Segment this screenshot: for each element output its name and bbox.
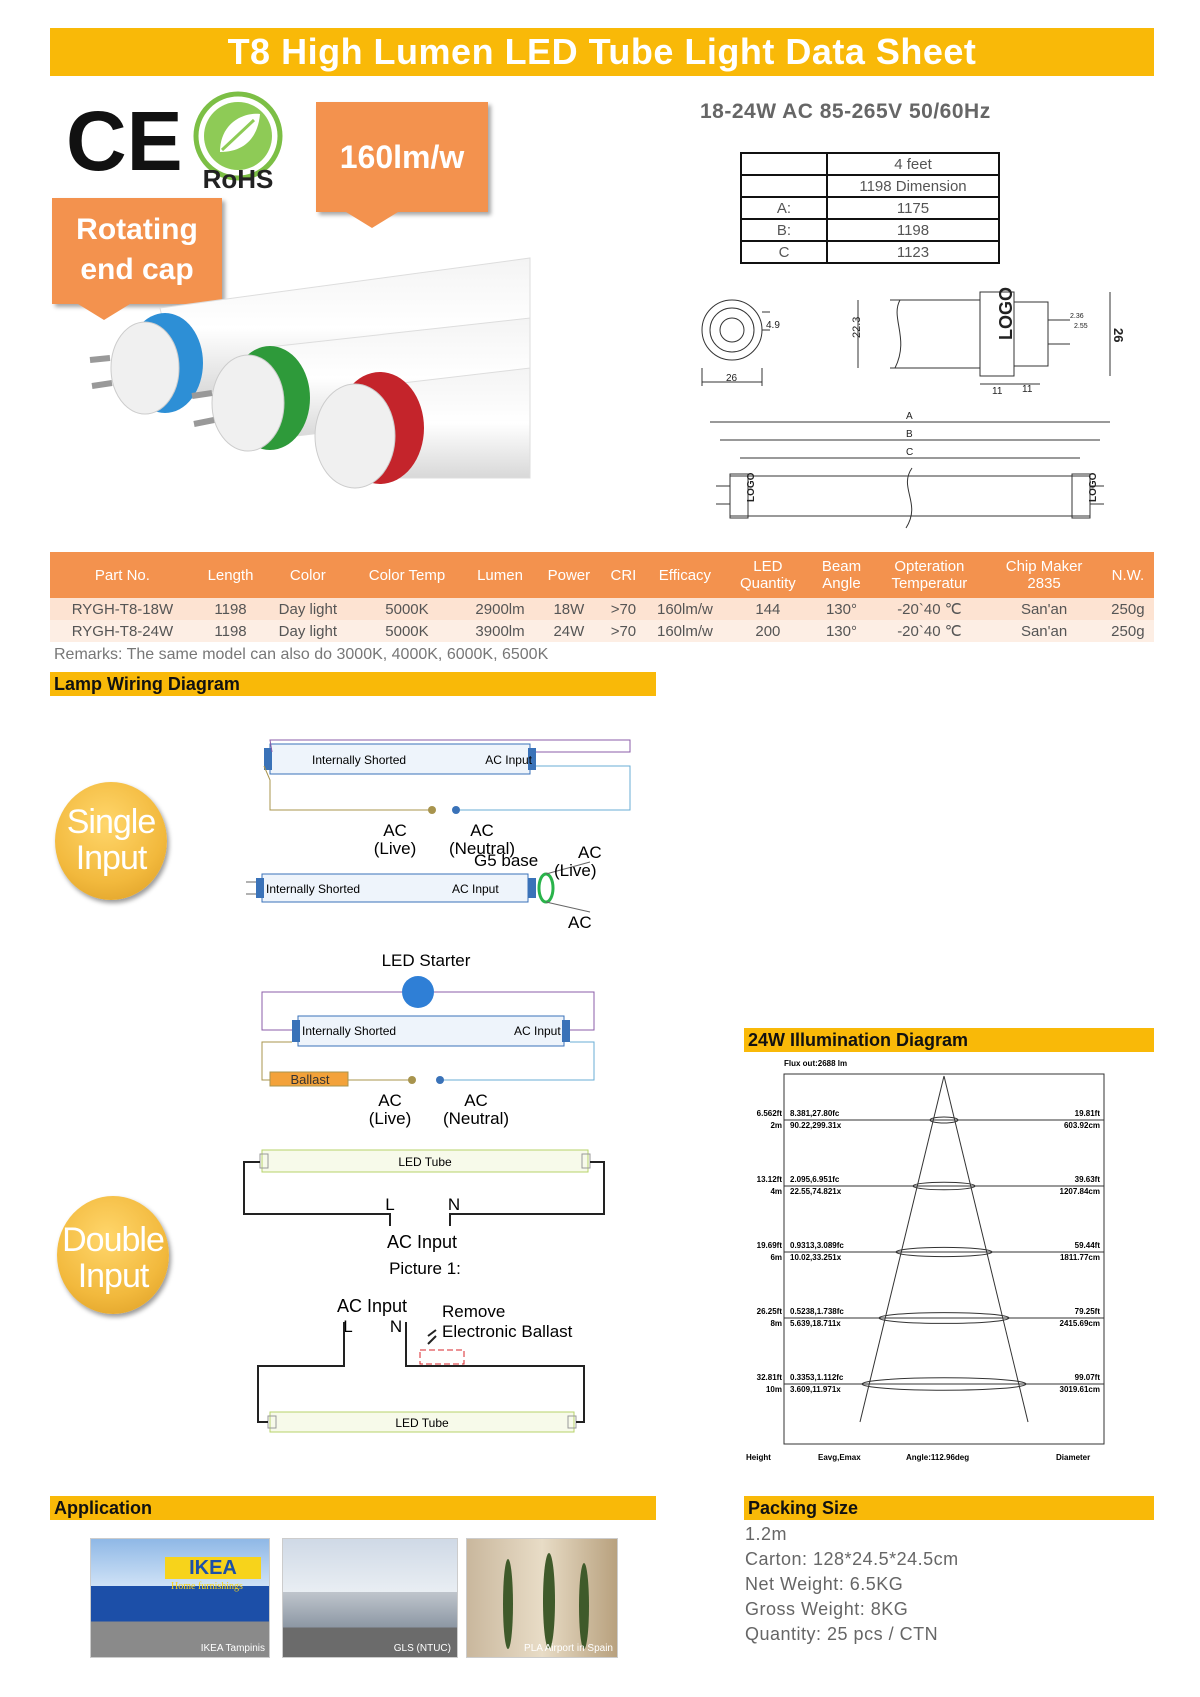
- illuminance-lx-label: 90.22,299.31x: [790, 1121, 842, 1130]
- led-tube-label: LED Tube: [398, 1155, 452, 1169]
- pin-dim-1: 2.36: [1070, 313, 1084, 320]
- internally-shorted-label: Internally Shorted: [266, 882, 361, 896]
- table-cell: 1198: [195, 620, 266, 642]
- ballast-label: Ballast: [290, 1072, 330, 1087]
- dimension-row: [741, 219, 999, 241]
- height-m-label: 10m: [765, 1385, 782, 1394]
- spec-header-line-1: Opteration: [894, 558, 965, 575]
- table-cell: >70: [602, 620, 645, 642]
- table-cell: 250g: [1102, 620, 1154, 642]
- rohs-logo: [190, 92, 286, 192]
- diameter-cm-label: 1207.84cm: [1059, 1187, 1100, 1196]
- efficacy-badge-pointer: [346, 212, 398, 228]
- double-input-line-2: Input: [77, 1257, 149, 1295]
- photo-caption: IKEA Tampinis: [200, 1643, 265, 1654]
- live-label: (Live): [368, 1109, 412, 1128]
- illumination-diagram: [744, 1054, 1154, 1464]
- spec-header-cell: [536, 552, 602, 598]
- spec-header-cell: [350, 552, 465, 598]
- logo-mark-left: LOGO: [746, 472, 757, 502]
- spec-header-line-1: Color Temp: [368, 566, 446, 584]
- wiring-led-starter: [262, 951, 594, 1128]
- spec-header-cell: [1102, 552, 1154, 598]
- packing-section-title: Packing Size: [744, 1496, 1154, 1520]
- diameter-ft-label: 39.63ft: [1074, 1175, 1100, 1184]
- table-cell: 18W: [536, 598, 602, 620]
- table-cell: 160lm/w: [645, 620, 725, 642]
- table-cell: RYGH-T8-18W: [50, 598, 195, 620]
- table-cell: 144: [725, 598, 811, 620]
- cone-edge-right: [944, 1076, 1028, 1422]
- spec-header-cell: [811, 552, 873, 598]
- dimension-key: B:: [741, 219, 827, 241]
- spec-header-line-2: Temperatur: [891, 575, 968, 592]
- dim-c-label: C: [906, 447, 914, 458]
- dimension-row: [741, 197, 999, 219]
- ac-live-label: AC: [383, 821, 407, 840]
- led-starter-icon: [402, 976, 434, 1008]
- spec-header-cell: [50, 552, 195, 598]
- single-input-line-2: Input: [75, 839, 147, 877]
- spec-header-line-1: Beam: [821, 558, 862, 575]
- wiring-double-input-2: [258, 1296, 584, 1432]
- dimension-head-2: 1198 Dimension: [827, 175, 999, 197]
- diameter-ft-label: 79.25ft: [1074, 1307, 1100, 1316]
- cap-dim-label: 4.9: [766, 320, 780, 331]
- double-input-line-1: Double: [62, 1221, 164, 1259]
- table-cell: 250g: [1102, 598, 1154, 620]
- neutral-label: (Neutral): [448, 839, 516, 858]
- spec-header-line-1: Efficacy: [658, 566, 712, 584]
- spec-header-cell: [645, 552, 725, 598]
- dimension-row: [741, 153, 999, 175]
- spec-header-cell: [872, 552, 986, 598]
- electronic-ballast-label: Electronic Ballast: [442, 1322, 573, 1341]
- product-photo: [90, 258, 530, 538]
- table-cell: 1198: [195, 598, 266, 620]
- pin-dim-2: 2.55: [1074, 323, 1088, 330]
- removed-ballast-box: [420, 1350, 464, 1364]
- spec-header-cell: [464, 552, 535, 598]
- packing-line: 1.2m: [745, 1524, 788, 1544]
- dimension-head-1: 4 feet: [827, 153, 999, 175]
- len-dim-1: 11: [992, 386, 1003, 397]
- internally-shorted-label: Internally Shorted: [302, 1024, 397, 1038]
- logo-mark-side: LOGO: [996, 287, 1016, 340]
- spec-header-line-1: Power: [547, 566, 591, 584]
- flux-label: Flux out:2688 lm: [784, 1059, 848, 1068]
- ac-input-label: AC Input: [452, 882, 499, 896]
- height-outer-label: 26: [1111, 328, 1126, 343]
- diameter-cm-label: 1811.77cm: [1059, 1253, 1100, 1262]
- diameter-cm-label: 3019.61cm: [1059, 1385, 1100, 1394]
- single-input-badge: [55, 782, 167, 900]
- table-cell: 200: [725, 620, 811, 642]
- footer-diameter: Diameter: [1056, 1453, 1091, 1462]
- table-cell: San'an: [986, 598, 1101, 620]
- ac-input-label: AC Input: [485, 753, 532, 767]
- ikea-sub-sign: Home furnishings: [171, 1581, 243, 1592]
- tube-side-view: [858, 292, 1110, 384]
- spec-header-line-1: Length: [207, 566, 254, 584]
- spec-header-cell: [266, 552, 349, 598]
- table-cell: -20`40 ℃: [872, 620, 986, 642]
- photo-caption: GLS (NTUC): [393, 1643, 451, 1654]
- spec-header-cell: [195, 552, 266, 598]
- n-label: N: [447, 1195, 461, 1214]
- efficacy-badge: 160lm/w: [316, 102, 488, 212]
- cap-width-label: 26: [726, 373, 738, 384]
- height-m-label: 2m: [770, 1121, 782, 1130]
- spec-header-line-1: Part No.: [94, 566, 150, 584]
- ac-label: AC: [578, 843, 602, 862]
- logo-mark-right: LOGO: [1088, 472, 1099, 502]
- dim-a-label: A: [906, 411, 913, 422]
- spec-table-body: [50, 598, 1154, 642]
- spec-header-cell: [725, 552, 811, 598]
- spec-header-line-1: CRI: [610, 566, 637, 584]
- illuminance-fc-label: 2.095,6.951fc: [790, 1175, 840, 1184]
- height-m-label: 8m: [770, 1319, 782, 1328]
- illuminance-fc-label: 0.5238,1.738fc: [790, 1307, 844, 1316]
- dimension-row: [741, 175, 999, 197]
- ce-mark-text: CE: [66, 94, 183, 188]
- illuminance-lx-label: 10.02,33.251x: [790, 1253, 842, 1262]
- illuminance-lx-label: 5.639,18.711x: [790, 1319, 841, 1328]
- dimension-key: C: [741, 241, 827, 263]
- cone-edge-left: [860, 1076, 944, 1422]
- single-input-line-1: Single: [66, 803, 156, 841]
- ikea-sign: IKEA: [165, 1557, 261, 1579]
- packing-line: Quantity: 25 pcs / CTN: [745, 1624, 939, 1644]
- height-ft-label: 32.81ft: [756, 1373, 782, 1382]
- table-cell: 160lm/w: [645, 598, 725, 620]
- ac-input-label: AC Input: [336, 1296, 408, 1316]
- ac-input-label: AC Input: [386, 1232, 458, 1252]
- illumination-rows: [757, 1076, 1104, 1422]
- wiring-single-input-2: [246, 843, 602, 932]
- neutral-label: (Neutral): [442, 1109, 510, 1128]
- height-ft-label: 6.562ft: [756, 1109, 782, 1118]
- illuminance-fc-label: 0.3353,1.112fc: [790, 1373, 844, 1382]
- table-row: [50, 598, 1154, 620]
- footer-angle: Angle:112.96deg: [906, 1453, 970, 1462]
- illumination-section-title: 24W Illumination Diagram: [744, 1028, 1154, 1052]
- spec-header-line-1: Chip Maker: [1005, 558, 1083, 575]
- spec-header-line-1: Color: [289, 566, 326, 584]
- diameter-ft-label: 99.07ft: [1074, 1373, 1100, 1382]
- table-cell: 5000K: [350, 620, 465, 642]
- led-tube-label: LED Tube: [395, 1416, 449, 1430]
- dimension-value: 1175: [827, 197, 999, 219]
- ac-label: AC: [568, 913, 592, 932]
- footer-eavg: Eavg,Emax: [818, 1453, 861, 1462]
- double-input-badge: [57, 1196, 169, 1314]
- table-cell: 2900lm: [464, 598, 535, 620]
- spec-header-line-2: 2835: [1027, 575, 1061, 592]
- live-label: (Live): [554, 861, 597, 880]
- height-m-label: 6m: [770, 1253, 782, 1262]
- table-cell: 3900lm: [464, 620, 535, 642]
- l-label: L: [343, 1317, 353, 1336]
- wiring-double-input-1: [244, 1150, 604, 1278]
- diameter-ft-label: 59.44ft: [1074, 1241, 1100, 1250]
- ac-neutral-label: AC: [470, 821, 494, 840]
- live-label: (Live): [373, 839, 417, 858]
- badge-line-1: Rotating: [76, 213, 198, 246]
- remove-label: Remove: [442, 1302, 506, 1321]
- footer-height: Height: [746, 1453, 771, 1462]
- application-photo-gls: [282, 1538, 458, 1658]
- dimension-key: A:: [741, 197, 827, 219]
- table-cell: 130°: [811, 620, 873, 642]
- diameter-ft-label: 19.81ft: [1074, 1109, 1100, 1118]
- page-title: T8 High Lumen LED Tube Light Data Sheet: [50, 28, 1154, 76]
- rohs-text: RoHS: [202, 164, 274, 194]
- arrow-icon: [428, 1330, 436, 1344]
- height-m-label: 4m: [770, 1187, 782, 1196]
- dim-b-label: B: [906, 429, 913, 440]
- height-inner-label: 22.3: [851, 316, 863, 338]
- spec-header-line-1: Lumen: [477, 566, 523, 584]
- height-ft-label: 26.25ft: [756, 1307, 782, 1316]
- height-ft-label: 19.69ft: [756, 1241, 782, 1250]
- table-cell: Day light: [266, 620, 349, 642]
- illuminance-fc-label: 8.381,27.80fc: [790, 1109, 840, 1118]
- diameter-cm-label: 2415.69cm: [1059, 1319, 1100, 1328]
- ac-live-label: AC: [378, 1091, 402, 1110]
- wiring-diagram: [240, 730, 670, 1440]
- badge-line-2: end cap: [80, 253, 194, 286]
- spec-header-line-1: N.W.: [1111, 566, 1145, 584]
- application-section-title: Application: [50, 1496, 656, 1520]
- spec-header-line-2: Angle: [822, 575, 861, 592]
- dimension-row: [741, 241, 999, 263]
- application-photo-airport: [466, 1538, 618, 1658]
- packing-line: Net Weight: 6.5KG: [745, 1574, 904, 1594]
- table-cell: RYGH-T8-24W: [50, 620, 195, 642]
- dimension-table: [740, 152, 1000, 264]
- diameter-cm-label: 603.92cm: [1063, 1121, 1100, 1130]
- ce-mark-logo: [66, 94, 183, 188]
- table-cell: >70: [602, 598, 645, 620]
- technical-drawing: [690, 288, 1160, 543]
- dimension-value: 1198: [827, 219, 999, 241]
- height-ft-label: 13.12ft: [756, 1175, 782, 1184]
- n-label: N: [389, 1317, 403, 1336]
- illuminance-fc-label: 0.9313,3.089fc: [790, 1241, 844, 1250]
- spec-header-line-1: LED: [753, 558, 783, 575]
- table-cell: 130°: [811, 598, 873, 620]
- application-photo-ikea: [90, 1538, 270, 1658]
- packing-line: Carton: 128*24.5*24.5cm: [745, 1549, 959, 1569]
- wiring-single-input-1: [264, 740, 630, 858]
- spec-table: [50, 552, 1154, 642]
- spec-header-cell: [602, 552, 645, 598]
- table-cell: San'an: [986, 620, 1101, 642]
- packing-line: Gross Weight: 8KG: [745, 1599, 909, 1619]
- table-cell: 24W: [536, 620, 602, 642]
- dimension-value: 1123: [827, 241, 999, 263]
- internally-shorted-label: Internally Shorted: [312, 753, 407, 767]
- illuminance-lx-label: 22.55,74.821x: [790, 1187, 842, 1196]
- table-cell: 5000K: [350, 598, 465, 620]
- len-dim-2: 11: [1022, 384, 1033, 395]
- ac-neutral-label: AC: [464, 1091, 488, 1110]
- led-starter-label: LED Starter: [381, 951, 471, 970]
- spec-header-cell: [986, 552, 1101, 598]
- table-cell: Day light: [266, 598, 349, 620]
- g5-base-label: G5 base: [474, 851, 539, 870]
- spec-header-row: [50, 552, 1154, 598]
- illuminance-lx-label: 3.609,11.971x: [790, 1385, 841, 1394]
- remarks-text: Remarks: The same model can also do 3000K, 4000K, 6000K, 6500K: [54, 646, 549, 663]
- spec-heading: 18-24W AC 85-265V 50/60Hz: [700, 100, 991, 123]
- l-label: L: [385, 1195, 395, 1214]
- table-row: [50, 620, 1154, 642]
- photo-caption: PLA Airport in Spain: [524, 1643, 613, 1654]
- wiring-section-title: Lamp Wiring Diagram: [50, 672, 656, 696]
- table-cell: -20`40 ℃: [872, 598, 986, 620]
- ac-input-label: AC Input: [514, 1024, 561, 1038]
- spec-header-line-2: Quantity: [739, 575, 796, 592]
- picture-1-label: Picture 1:: [389, 1259, 461, 1278]
